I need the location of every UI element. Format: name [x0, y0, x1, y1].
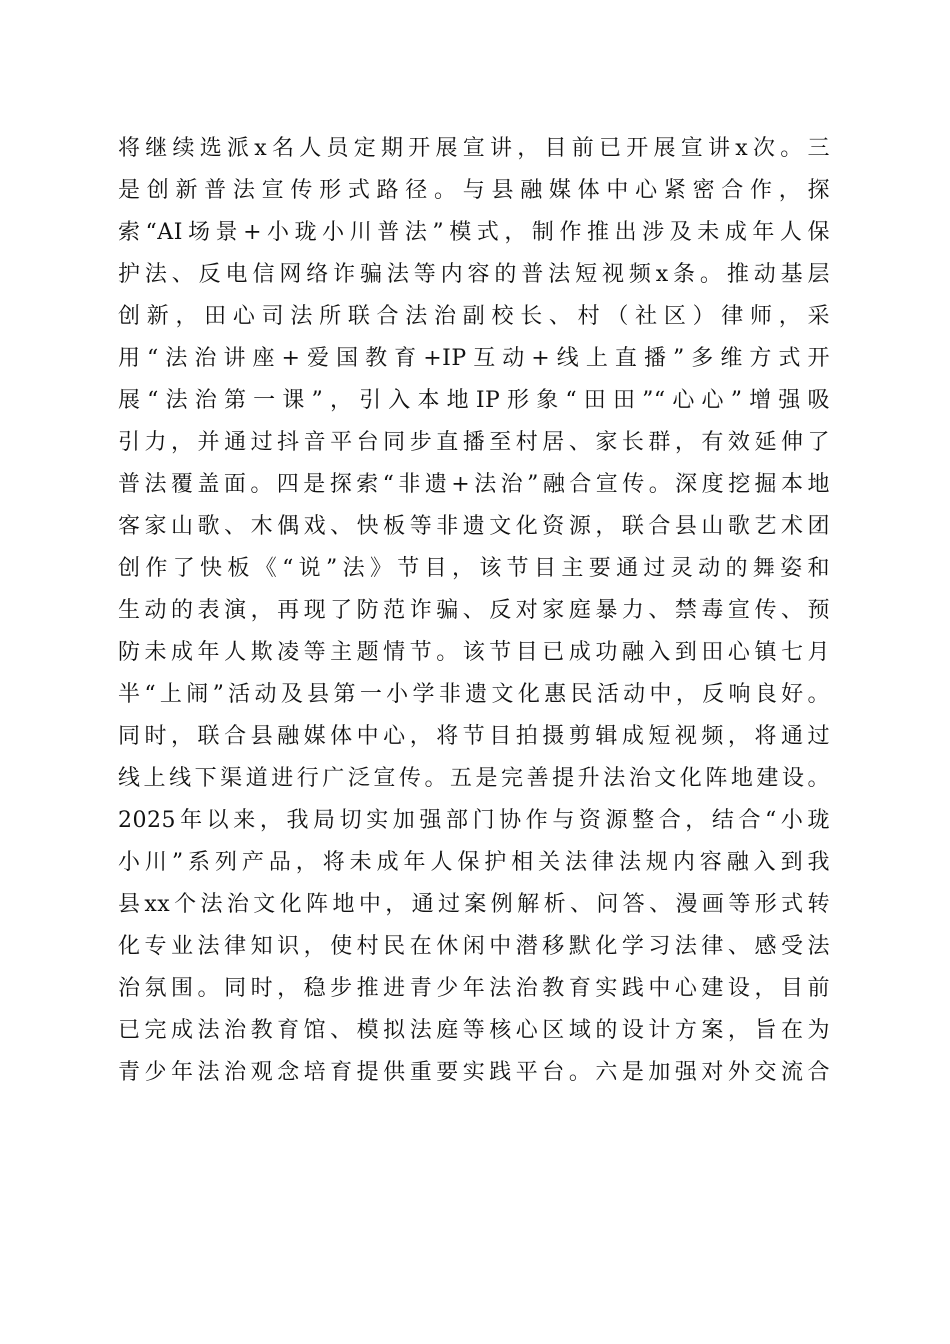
body-text	[118, 128, 830, 1094]
text-line: 索“AI场景+小珑小川普法”模式，制作推出涉及未成年人保	[118, 220, 830, 245]
text-line: 普法覆盖面。四是探索“非遗+法治”融合宣传。深度挖掘本地	[118, 472, 830, 497]
text-line: 创作了快板《“说”法》节目，该节目主要通过灵动的舞姿和	[118, 556, 830, 581]
text-line: 展“法治第一课”，引入本地IP形象“田田”“心心”增强吸	[118, 388, 830, 413]
text-line: 引力，并通过抖音平台同步直播至村居、家长群，有效延伸了	[118, 430, 830, 455]
text-line: 用“法治讲座+爱国教育+IP互动+线上直播”多维方式开	[118, 346, 830, 371]
text-line: 已完成法治教育馆、模拟法庭等核心区域的设计方案，旨在为	[118, 1018, 830, 1043]
text-line: 护法、反电信网络诈骗法等内容的普法短视频x条。推动基层	[118, 262, 830, 287]
text-line: 2025年以来，我局切实加强部门协作与资源整合，结合“小珑	[118, 808, 830, 833]
text-line: 青少年法治观念培育提供重要实践平台。六是加强对外交流合	[118, 1060, 830, 1085]
text-line: 治氛围。同时，稳步推进青少年法治教育实践中心建设，目前	[118, 976, 830, 1001]
text-line: 创新，田心司法所联合法治副校长、村（社区）律师，采	[118, 304, 830, 329]
text-line: 县xx个法治文化阵地中，通过案例解析、问答、漫画等形式转	[118, 892, 830, 917]
text-line: 将继续选派x名人员定期开展宣讲，目前已开展宣讲x次。三	[118, 136, 830, 161]
text-line: 防未成年人欺凌等主题情节。该节目已成功融入到田心镇七月	[118, 640, 830, 665]
text-line: 半“上闹”活动及县第一小学非遗文化惠民活动中，反响良好。	[118, 682, 830, 707]
text-line: 客家山歌、木偶戏、快板等非遗文化资源，联合县山歌艺术团	[118, 514, 830, 539]
text-line: 小川”系列产品，将未成年人保护相关法律法规内容融入到我	[118, 850, 830, 875]
text-line: 化专业法律知识，使村民在休闲中潜移默化学习法律、感受法	[118, 934, 830, 959]
text-line: 生动的表演，再现了防范诈骗、反对家庭暴力、禁毒宣传、预	[118, 598, 830, 623]
text-line: 线上线下渠道进行广泛宣传。五是完善提升法治文化阵地建设。	[118, 766, 830, 791]
text-line: 是创新普法宣传形式路径。与县融媒体中心紧密合作，探	[118, 178, 830, 203]
text-line: 同时，联合县融媒体中心，将节目拍摄剪辑成短视频，将通过	[118, 724, 830, 749]
